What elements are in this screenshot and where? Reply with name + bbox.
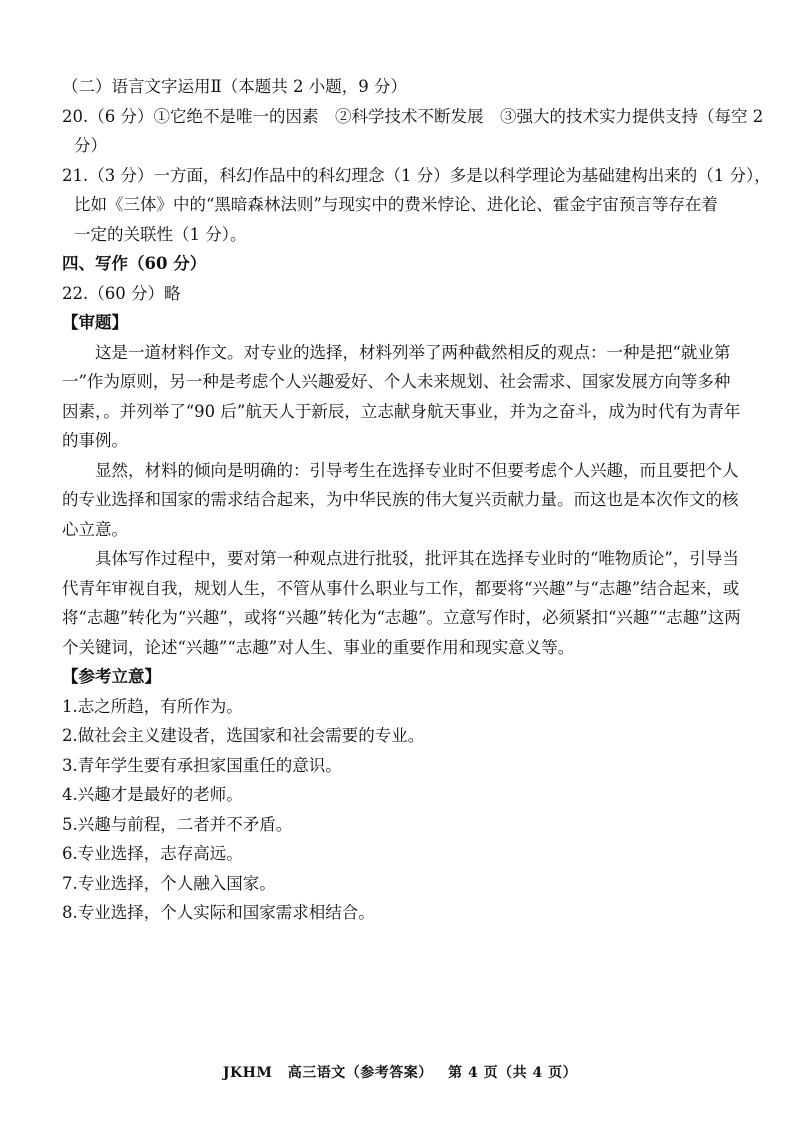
cankao-header: 【参考立意】 — [62, 667, 161, 686]
q21-line-2: 比如《三体》中的“黑暗森林法则”与现实中的费米悖论、进化论、霍金宇宙预言等存在着 — [74, 195, 718, 214]
cankao-item: 4.兴趣才是最好的老师。 — [62, 785, 243, 804]
section-2-header: （二）语言文字运用Ⅱ（本题共 2 小题，9 分） — [62, 77, 407, 96]
footer-subject: 高三语文（参考答案） — [287, 1065, 433, 1081]
cankao-item: 6.专业选择，志存高远。 — [62, 844, 243, 863]
cankao-item: 5.兴趣与前程，二者并不矛盾。 — [62, 814, 293, 834]
page-footer — [0, 1062, 800, 1082]
cankao-item: 7.专业选择，个人融入国家。 — [62, 873, 276, 893]
shenti-paragraph: 具体写作过程中，要对第一种观点进行批驳，批评其在选择专业时的“唯物质论”，引导当代青年审视自我，规划人生，不管从事什么职业与工作，都要将“兴趣”与“志趣”结合起来，或将“志趣”转化为“兴趣”，或将“兴趣”转化为“志趣”。立意写作时，必须紧扣“兴趣”“志趣”这两个关键词，论述“兴趣”“志趣”对人生、事业的重要作用和现实意义等。 — [62, 549, 741, 657]
footer-page-number: 第 4 页（共 4 页） — [448, 1065, 578, 1081]
cankao-item: 1.志之所趋，有所作为。 — [62, 696, 243, 716]
shenti-paragraph: 显然，材料的倾向是明确的：引导考生在选择专业时不但要考虑个人兴趣，而且要把个人的专业选择和国家的需求结合起来，为中华民族的伟大复兴贡献力量。而这也是本次作文的核心立意。 — [62, 460, 739, 539]
answer-content — [62, 72, 771, 928]
section-4-header: 四、写作（60 分） — [62, 254, 207, 273]
q20-line-1: 20.（6 分）①它绝不是唯一的因素 ②科学技术不断发展 ③强大的技术实力提供支持（每空 2 — [62, 106, 764, 126]
q21-line-3: 一定的关联性（1 分）。 — [74, 224, 247, 244]
cankao-item: 3.青年学生要有承担家国重任的意识。 — [62, 755, 342, 775]
q20-line-2: 分） — [74, 136, 107, 155]
shenti-header: 【审题】 — [62, 313, 128, 332]
cankao-item: 2.做社会主义建设者，选国家和社会需要的专业。 — [62, 726, 425, 745]
q22: 22.（60 分）略 — [62, 283, 181, 303]
footer-code: JKHM — [222, 1065, 273, 1081]
cankao-item: 8.专业选择，个人实际和国家需求相结合。 — [62, 903, 375, 922]
q21-line-1: 21.（3 分）一方面，科幻作品中的科幻理念（1 分）多是以科学理论为基础建构出来的（1 分）， — [62, 165, 771, 185]
shenti-paragraph: 这是一道材料作文。对专业的选择，材料列举了两种截然相反的观点：一种是把“就业第一”作为原则，另一种是考虑个人兴趣爱好、个人未来规划、社会需求、国家发展方向等多种因素，。并列举了“90 后”航天人于新辰，立志献身航天事业，并为之奋斗，成为时代有为青年的事例。 — [62, 342, 741, 450]
